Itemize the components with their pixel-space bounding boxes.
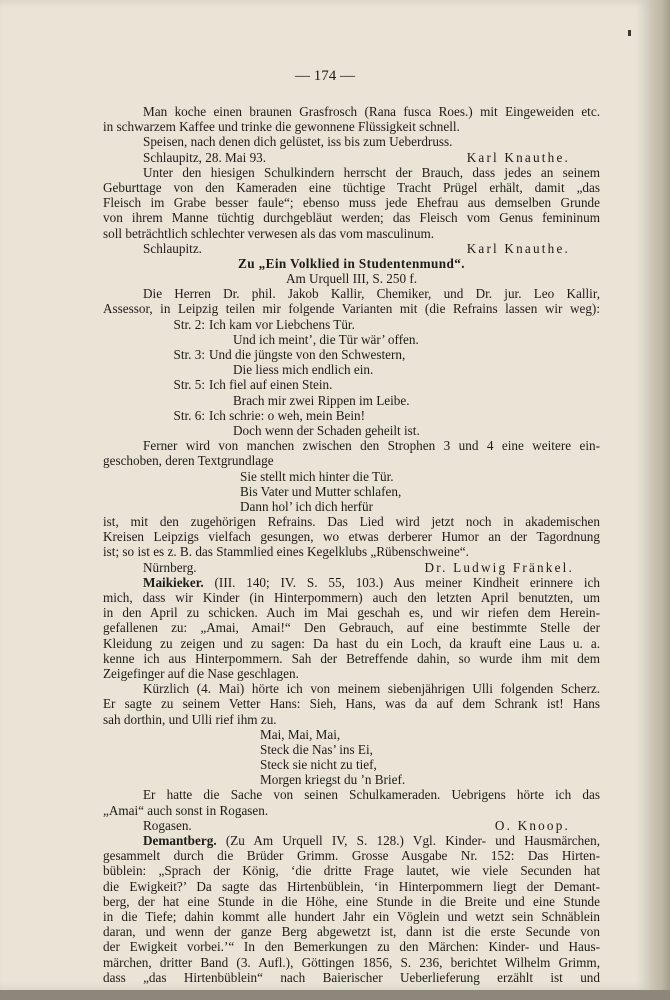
poem-line: Steck sie nicht zu tief, bbox=[260, 757, 377, 773]
text-line: kenne ich aus Hinterpommern. Sah der Betreffende dahin, so wurde ihm mit dem bbox=[103, 650, 600, 666]
text-line: dass „das Hirtenbüblein“ nach Baierischer Ueberlieferung erzählt ist und bbox=[103, 969, 600, 985]
text-line bbox=[103, 575, 600, 590]
signature-place: Rogasen. bbox=[143, 817, 192, 833]
text-line: mich, dass wir Kinder (in Hinterpommern) auch den letzten April benutzten, um bbox=[103, 590, 600, 605]
verse-label: Str. 6: bbox=[173, 407, 205, 423]
signature-place: Schlaupitz. bbox=[143, 240, 202, 256]
text-line: Zeigefinger auf die Nase geschlagen. bbox=[103, 665, 299, 681]
text-line: gesammelt durch die Brüder Grimm. Grosse Ausgabe Nr. 152: Das Hirten- bbox=[103, 848, 600, 864]
verse-label: Str. 2: bbox=[173, 316, 205, 332]
text-line: Assessor, in Leipzig teilen mir folgende Varianten mit (die Refrains lassen wir weg): bbox=[103, 301, 600, 317]
text-line: gefallenen zu: „Amai, Amai!“ Den Gebrauch, auf eine bestimmte Stelle der bbox=[103, 620, 600, 636]
text-line: Kreisen Leipzigs vielfach gesungen, wo etwas derberer Humor an der Tagordnung bbox=[103, 529, 600, 545]
verse-label: Str. 3: bbox=[173, 347, 205, 362]
text-line: Er sagte zu seinem Vetter Hans: Sieh, Hans, was da auf dem Schrank ist! Hans bbox=[103, 696, 600, 712]
poem-line: Mai, Mai, Mai, bbox=[260, 726, 341, 742]
text-line: die Ewigkeit?’ Da sagte das Hirtenbüblein, ‘in Hinterpommern liegt der Demant- bbox=[103, 878, 600, 894]
text-line: Speisen, nach denen dich gelüstet, iss bis zum Ueberdruss. bbox=[143, 134, 453, 150]
entry-text: (III. 140; IV. S. 55, 103.) Aus meiner Kindheit erinnere ich bbox=[203, 574, 600, 590]
text-line: in schwarzem Kaffee und trinke die gewonnene Flüssigkeit schnell. bbox=[103, 119, 460, 135]
text-line: Die Herren Dr. phil. Jakob Kallir, Chemiker, und Dr. jur. Leo Kallir, bbox=[143, 286, 600, 302]
entry-text: (Zu Am Urquell IV, S. 128.) Vgl. Kinder- und Hausmärchen, bbox=[216, 833, 600, 848]
text-line: von ihrem Manne tüchtig durchgebläut werden; das Fleisch vom Genus femininum bbox=[103, 210, 600, 226]
verse-text: Ich kam vor Liebchens Tür. bbox=[209, 316, 355, 332]
signature-place: Schlaupitz, 28. Mai 93. bbox=[143, 149, 267, 165]
scan-background bbox=[0, 990, 670, 1000]
text-line bbox=[103, 833, 600, 848]
verse-line: Doch wenn der Schaden geheilt ist. bbox=[233, 422, 420, 438]
verse-line: Brach mir zwei Rippen im Leibe. bbox=[233, 392, 410, 408]
signature-row bbox=[103, 818, 600, 833]
text-line: Kürzlich (4. Mai) hörte ich von meinem siebenjährigen Ulli folgenden Scherz. bbox=[143, 681, 600, 697]
verse-text: Ich schrie: o weh, mein Bein! bbox=[209, 407, 366, 423]
section-source: Am Urquell III, S. 250 f. bbox=[285, 271, 418, 287]
poem-line: Dann hol’ ich dich herfür bbox=[240, 498, 374, 514]
text-line: märchen, dritter Band (3. Aufl.), Göttingen 1856, S. 236, berichtet Wilhelm Grimm, bbox=[103, 954, 600, 970]
section-heading: Zu „Ein Volklied in Studentenmund“. bbox=[238, 255, 465, 271]
signature-name: O. Knoop. bbox=[494, 817, 570, 833]
text-line: ist, mit den zugehörigen Refrains. Das Lied wird jetzt noch in akademischen bbox=[103, 514, 600, 530]
verse-line: Und ich meint’, die Tür wär’ offen. bbox=[233, 331, 419, 347]
verse-text: Ich fiel auf einen Stein. bbox=[209, 377, 333, 393]
text-line: Kleidung zu zeigen und zu sagen: Da hast du ein Loch, da krauft eine Laus u. a. bbox=[103, 635, 600, 651]
text-line: ist; so ist es z. B. das Stammlied eines Kegelklubs „Rübenschweine“. bbox=[103, 544, 469, 560]
signature-name: Karl Knauthe. bbox=[466, 149, 570, 165]
page-edge bbox=[650, 0, 670, 1000]
poem-line: Sie stellt mich hinter die Tür. bbox=[240, 468, 394, 484]
page-number: — 174 — bbox=[295, 68, 355, 84]
text-line: geschoben, deren Textgrundlage bbox=[103, 453, 274, 469]
poem-line: Bis Vater und Mutter schlafen, bbox=[240, 483, 402, 499]
entry-keyword: Demantberg. bbox=[143, 833, 217, 848]
text-line: berg, der hat eine Stunde in die Höhe, eine Stunde in die Breite und eine Stunde bbox=[103, 893, 600, 909]
text-line: Er hatte die Sache von seinen Schulkameraden. Uebrigens hörte ich das bbox=[143, 787, 600, 803]
text-line: Fleisch im Grabe besser faule“; ebenso muss jede Ehefrau aus demselben Grunde bbox=[103, 195, 600, 211]
text-line: „Amai“ auch sonst in Rogasen. bbox=[103, 802, 269, 818]
text-line: Unter den hiesigen Schulkindern herrscht der Brauch, dass jedes an seinem bbox=[143, 164, 600, 180]
signature-place: Nürnberg. bbox=[143, 559, 197, 575]
signature-name: Dr. Ludwig Fränkel. bbox=[424, 559, 574, 575]
signature-row bbox=[103, 150, 600, 165]
poem-line: Steck die Nas’ ins Ei, bbox=[260, 741, 373, 757]
verse-line bbox=[103, 377, 600, 392]
text-line: in die Tiefe; dahin kommt alle hundert Jahr ein Vöglein und wetzt sein Schnäblein bbox=[103, 908, 600, 924]
signature-name: Karl Knauthe. bbox=[466, 240, 570, 256]
text-line: in den April zu schicken. Auch im Mai geschah es, und wir riefen dem Herein- bbox=[103, 605, 600, 621]
signature-row bbox=[103, 241, 600, 256]
entry-keyword: Maikieker. bbox=[143, 574, 204, 590]
verse-text: Und die jüngste von den Schwestern, bbox=[209, 347, 406, 362]
text-line: soll beträchtlich schlechter verwesen als das vom masculinum. bbox=[103, 225, 435, 241]
verse-line: Die liess mich endlich ein. bbox=[233, 362, 374, 378]
verse-line bbox=[103, 317, 600, 332]
text-line: Geburttage von den Kameraden eine tüchtige Tracht Prügel erhält, damit „das bbox=[103, 179, 600, 195]
text-line: der Ewigkeit vorbei.’“ In den Bemerkungen zu den Märchen: Kinder- und Haus- bbox=[103, 939, 600, 955]
verse-label: Str. 5: bbox=[173, 377, 205, 393]
verse-line bbox=[103, 408, 600, 423]
text-line: Ferner wird von manchen zwischen den Strophen 3 und 4 eine weitere ein- bbox=[143, 438, 600, 454]
signature-row bbox=[103, 560, 600, 575]
scan-speck bbox=[628, 30, 631, 36]
text-line: sah dorthin, und Ulli rief ihm zu. bbox=[103, 711, 277, 727]
text-line: daran, und wenn der ganze Berg abgewetzt ist, dann ist die erste Secunde von bbox=[103, 924, 600, 940]
body-text bbox=[103, 104, 600, 985]
text-line: Man koche einen braunen Grasfrosch (Rana fusca Roes.) mit Eingeweiden etc. bbox=[143, 104, 600, 119]
text-line: büblein: „Sprach der König, ‘die dritte Frage lautet, wie viele Secunden hat bbox=[103, 863, 600, 879]
poem-line: Morgen kriegst du ’n Brief. bbox=[260, 772, 406, 788]
verse-line bbox=[103, 347, 600, 362]
